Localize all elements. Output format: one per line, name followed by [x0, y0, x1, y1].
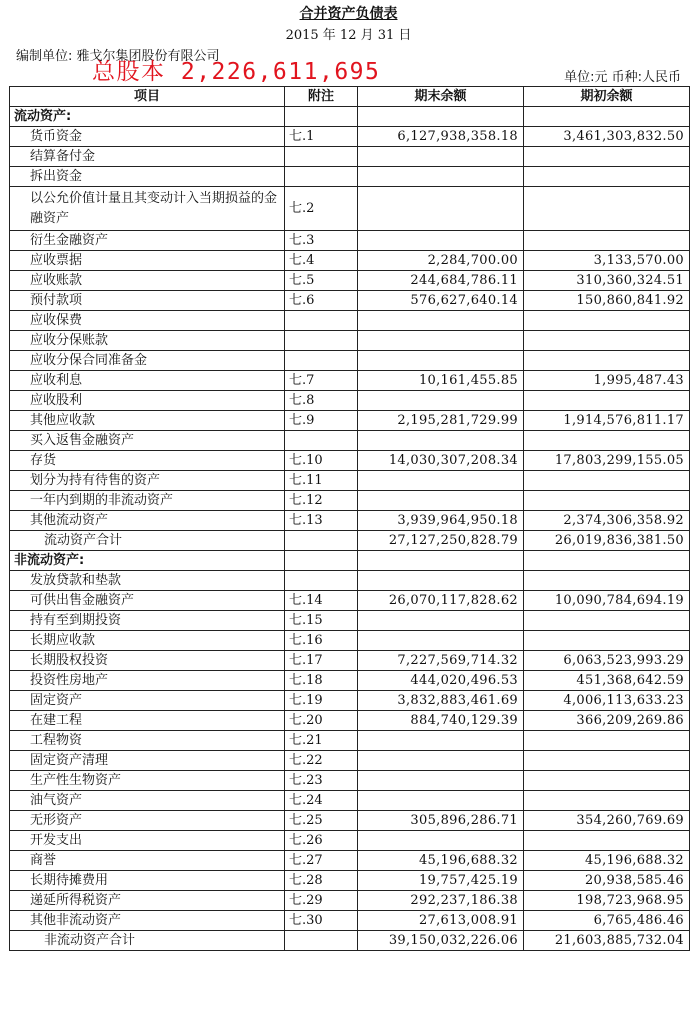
row-item: 存货: [10, 451, 285, 471]
column-header-end-balance: 期末余额: [358, 87, 524, 107]
row-end-balance: 576,627,640.14: [358, 291, 524, 311]
row-item: 流动资产合计: [10, 531, 285, 551]
table-row: [10, 271, 690, 291]
table-row: [10, 811, 690, 831]
row-end-balance: [358, 107, 524, 127]
row-begin-balance: 20,938,585.46: [524, 871, 690, 891]
table-row: [10, 147, 690, 167]
table-row: [10, 631, 690, 651]
table-row: [10, 511, 690, 531]
row-item: 非流动资产合计: [10, 931, 285, 951]
row-end-balance: [358, 331, 524, 351]
row-end-balance: [358, 731, 524, 751]
row-end-balance: [358, 147, 524, 167]
row-note: 七.30: [285, 911, 358, 931]
row-note: 七.12: [285, 491, 358, 511]
row-note: 七.18: [285, 671, 358, 691]
row-item: 投资性房地产: [10, 671, 285, 691]
row-end-balance: 26,070,117,828.62: [358, 591, 524, 611]
row-item: 应收股利: [10, 391, 285, 411]
row-item: 结算备付金: [10, 147, 285, 167]
row-note: 七.23: [285, 771, 358, 791]
row-item: 应收保费: [10, 311, 285, 331]
row-end-balance: [358, 471, 524, 491]
row-begin-balance: 26,019,836,381.50: [524, 531, 690, 551]
table-row: [10, 371, 690, 391]
row-begin-balance: 150,860,841.92: [524, 291, 690, 311]
row-end-balance: [358, 491, 524, 511]
row-note: 七.13: [285, 511, 358, 531]
row-end-balance: 19,757,425.19: [358, 871, 524, 891]
row-end-balance: 27,127,250,828.79: [358, 531, 524, 551]
row-note: 七.16: [285, 631, 358, 651]
table-row: [10, 251, 690, 271]
row-begin-balance: 3,133,570.00: [524, 251, 690, 271]
row-end-balance: 2,284,700.00: [358, 251, 524, 271]
row-item: 开发支出: [10, 831, 285, 851]
row-end-balance: 292,237,186.38: [358, 891, 524, 911]
row-begin-balance: 1,914,576,811.17: [524, 411, 690, 431]
row-item: 应收利息: [10, 371, 285, 391]
table-row: [10, 531, 690, 551]
row-item: 预付款项: [10, 291, 285, 311]
column-header-begin-balance: 期初余额: [524, 87, 690, 107]
row-begin-balance: 21,603,885,732.04: [524, 931, 690, 951]
table-row: [10, 431, 690, 451]
row-begin-balance: 354,260,769.69: [524, 811, 690, 831]
row-begin-balance: [524, 471, 690, 491]
row-end-balance: 45,196,688.32: [358, 851, 524, 871]
table-row: [10, 187, 690, 231]
row-item: 应收账款: [10, 271, 285, 291]
table-row: [10, 911, 690, 931]
table-row: [10, 691, 690, 711]
row-begin-balance: [524, 187, 690, 231]
row-end-balance: 10,161,455.85: [358, 371, 524, 391]
row-note: 七.19: [285, 691, 358, 711]
row-item: 衍生金融资产: [10, 231, 285, 251]
row-item: 以公允价值计量且其变动计入当期损益的金融资产: [10, 187, 285, 231]
row-begin-balance: [524, 731, 690, 751]
table-header-row: [10, 87, 690, 107]
table-row: [10, 391, 690, 411]
row-end-balance: 884,740,129.39: [358, 711, 524, 731]
row-end-balance: [358, 551, 524, 571]
row-begin-balance: [524, 631, 690, 651]
row-begin-balance: [524, 751, 690, 771]
row-note: 七.2: [285, 187, 358, 231]
row-note: 七.20: [285, 711, 358, 731]
row-item: 发放贷款和垫款: [10, 571, 285, 591]
row-end-balance: [358, 791, 524, 811]
table-row: [10, 291, 690, 311]
row-item: 货币资金: [10, 127, 285, 147]
table-row: [10, 127, 690, 147]
row-note: 七.6: [285, 291, 358, 311]
row-begin-balance: 2,374,306,358.92: [524, 511, 690, 531]
row-end-balance: 2,195,281,729.99: [358, 411, 524, 431]
row-item: 长期待摊费用: [10, 871, 285, 891]
row-note: [285, 107, 358, 127]
table-row: [10, 331, 690, 351]
row-begin-balance: [524, 351, 690, 371]
row-begin-balance: 451,368,642.59: [524, 671, 690, 691]
row-item: 非流动资产:: [10, 551, 285, 571]
row-item: 其他流动资产: [10, 511, 285, 531]
row-end-balance: 3,939,964,950.18: [358, 511, 524, 531]
row-note: 七.25: [285, 811, 358, 831]
row-begin-balance: [524, 611, 690, 631]
row-item: 长期股权投资: [10, 651, 285, 671]
row-note: 七.7: [285, 371, 358, 391]
row-begin-balance: 310,360,324.51: [524, 271, 690, 291]
row-item: 应收分保合同准备金: [10, 351, 285, 371]
row-item: 可供出售金融资产: [10, 591, 285, 611]
row-note: 七.26: [285, 831, 358, 851]
table-row: [10, 851, 690, 871]
row-item: 持有至到期投资: [10, 611, 285, 631]
reporting-entity: 编制单位: 雅戈尔集团股份有限公司: [16, 49, 220, 64]
row-begin-balance: 6,765,486.46: [524, 911, 690, 931]
row-note: 七.22: [285, 751, 358, 771]
row-end-balance: 3,832,883,461.69: [358, 691, 524, 711]
table-row: [10, 451, 690, 471]
row-item: 固定资产: [10, 691, 285, 711]
row-note: 七.24: [285, 791, 358, 811]
row-item: 拆出资金: [10, 167, 285, 187]
row-note: 七.9: [285, 411, 358, 431]
table-row: [10, 167, 690, 187]
row-end-balance: [358, 431, 524, 451]
row-note: 七.3: [285, 231, 358, 251]
row-begin-balance: [524, 491, 690, 511]
row-begin-balance: [524, 331, 690, 351]
row-item: 其他应收款: [10, 411, 285, 431]
row-begin-balance: 17,803,299,155.05: [524, 451, 690, 471]
row-item: 在建工程: [10, 711, 285, 731]
table-row: [10, 491, 690, 511]
row-end-balance: [358, 231, 524, 251]
row-end-balance: 14,030,307,208.34: [358, 451, 524, 471]
row-item: 油气资产: [10, 791, 285, 811]
table-row: [10, 651, 690, 671]
row-note: 七.1: [285, 127, 358, 147]
row-note: [285, 167, 358, 187]
row-end-balance: 39,150,032,226.06: [358, 931, 524, 951]
row-end-balance: [358, 311, 524, 331]
row-begin-balance: 366,209,269.86: [524, 711, 690, 731]
table-row: [10, 571, 690, 591]
row-end-balance: 305,896,286.71: [358, 811, 524, 831]
row-begin-balance: [524, 431, 690, 451]
row-begin-balance: [524, 311, 690, 331]
row-item: 商誉: [10, 851, 285, 871]
table-row: [10, 411, 690, 431]
row-end-balance: [358, 771, 524, 791]
balance-sheet-table: [9, 86, 690, 951]
table-row: [10, 471, 690, 491]
row-end-balance: [358, 391, 524, 411]
row-item: 流动资产:: [10, 107, 285, 127]
row-item: 工程物资: [10, 731, 285, 751]
row-begin-balance: 198,723,968.95: [524, 891, 690, 911]
row-end-balance: [358, 351, 524, 371]
row-begin-balance: 3,461,303,832.50: [524, 127, 690, 147]
row-end-balance: [358, 751, 524, 771]
row-item: 生产性生物资产: [10, 771, 285, 791]
table-row: [10, 831, 690, 851]
row-item: 长期应收款: [10, 631, 285, 651]
table-row: [10, 791, 690, 811]
row-begin-balance: [524, 231, 690, 251]
table-row: [10, 751, 690, 771]
column-header-note: 附注: [285, 87, 358, 107]
table-row: [10, 351, 690, 371]
table-row: [10, 671, 690, 691]
row-item: 划分为持有待售的资产: [10, 471, 285, 491]
row-item: 递延所得税资产: [10, 891, 285, 911]
row-item: 一年内到期的非流动资产: [10, 491, 285, 511]
row-begin-balance: [524, 791, 690, 811]
row-note: 七.8: [285, 391, 358, 411]
row-note: [285, 931, 358, 951]
row-begin-balance: 10,090,784,694.19: [524, 591, 690, 611]
table-row: [10, 711, 690, 731]
row-begin-balance: 6,063,523,993.29: [524, 651, 690, 671]
row-note: 七.15: [285, 611, 358, 631]
row-end-balance: 7,227,569,714.32: [358, 651, 524, 671]
row-item: 固定资产清理: [10, 751, 285, 771]
table-row: [10, 931, 690, 951]
row-note: [285, 351, 358, 371]
row-end-balance: 244,684,786.11: [358, 271, 524, 291]
row-item: 买入返售金融资产: [10, 431, 285, 451]
row-end-balance: [358, 167, 524, 187]
row-end-balance: [358, 187, 524, 231]
row-begin-balance: 1,995,487.43: [524, 371, 690, 391]
row-end-balance: [358, 571, 524, 591]
row-note: 七.14: [285, 591, 358, 611]
row-note: 七.5: [285, 271, 358, 291]
row-note: 七.29: [285, 891, 358, 911]
row-begin-balance: [524, 551, 690, 571]
row-item: 其他非流动资产: [10, 911, 285, 931]
row-note: [285, 311, 358, 331]
row-begin-balance: [524, 391, 690, 411]
row-begin-balance: [524, 831, 690, 851]
row-end-balance: [358, 611, 524, 631]
report-title-text: 合并资产负债表: [299, 6, 398, 22]
row-note: 七.27: [285, 851, 358, 871]
row-begin-balance: 45,196,688.32: [524, 851, 690, 871]
report-date: 2015 年 12 月 31 日: [285, 28, 412, 43]
row-begin-balance: 4,006,113,633.23: [524, 691, 690, 711]
row-note: 七.28: [285, 871, 358, 891]
row-end-balance: [358, 831, 524, 851]
table-row: [10, 731, 690, 751]
table-row: [10, 771, 690, 791]
row-note: 七.10: [285, 451, 358, 471]
table-row: [10, 551, 690, 571]
row-end-balance: 6,127,938,358.18: [358, 127, 524, 147]
row-note: [285, 147, 358, 167]
row-note: 七.4: [285, 251, 358, 271]
row-item: 应收分保账款: [10, 331, 285, 351]
table-row: [10, 107, 690, 127]
row-note: [285, 331, 358, 351]
row-item: 应收票据: [10, 251, 285, 271]
table-row: [10, 591, 690, 611]
row-note: 七.11: [285, 471, 358, 491]
row-end-balance: 444,020,496.53: [358, 671, 524, 691]
row-end-balance: [358, 631, 524, 651]
table-row: [10, 311, 690, 331]
row-note: 七.17: [285, 651, 358, 671]
row-begin-balance: [524, 167, 690, 187]
currency-unit: 单位:元 币种:人民币: [564, 70, 681, 85]
column-header-item: 项目: [10, 87, 285, 107]
table-row: [10, 871, 690, 891]
row-end-balance: 27,613,008.91: [358, 911, 524, 931]
row-note: [285, 551, 358, 571]
row-begin-balance: [524, 147, 690, 167]
report-title: [0, 3, 697, 23]
row-begin-balance: [524, 571, 690, 591]
table-row: [10, 231, 690, 251]
row-note: 七.21: [285, 731, 358, 751]
row-begin-balance: [524, 107, 690, 127]
row-begin-balance: [524, 771, 690, 791]
row-item: 无形资产: [10, 811, 285, 831]
share-capital-annotation: 总股本 2,226,611,695: [92, 59, 381, 85]
row-note: [285, 531, 358, 551]
row-note: [285, 431, 358, 451]
table-row: [10, 611, 690, 631]
row-note: [285, 571, 358, 591]
table-row: [10, 891, 690, 911]
